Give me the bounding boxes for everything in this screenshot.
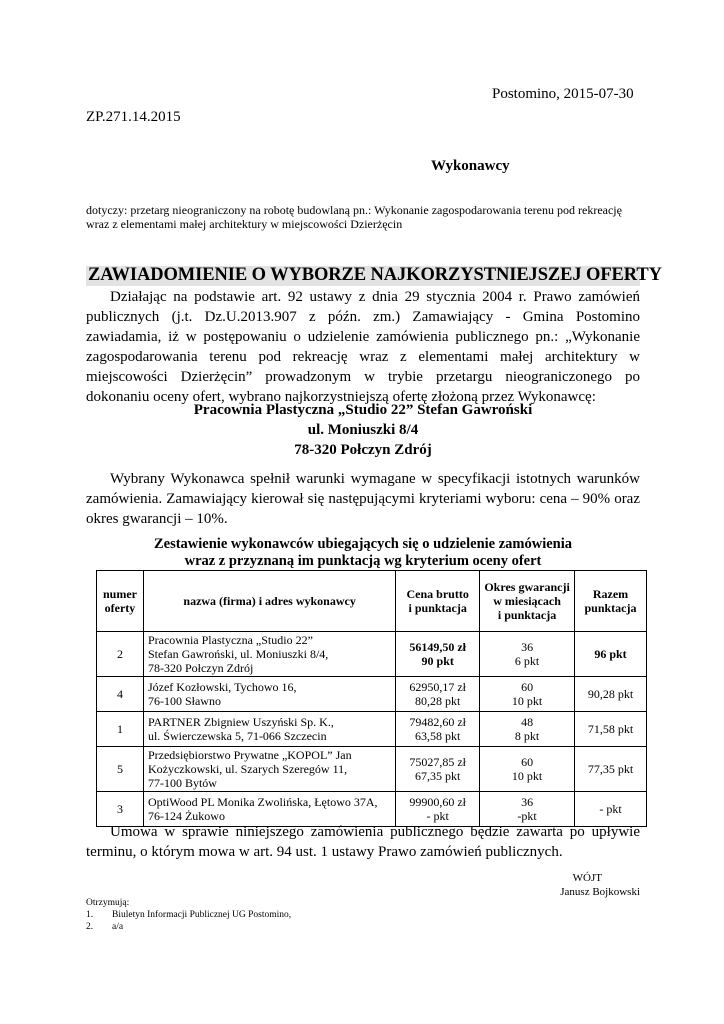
cell-warranty: 36 -pkt [480,792,575,827]
intro-paragraph: Działając na podstawie art. 92 ustawy z dnia 29 stycznia 2004 r. Prawo zamówień publicznych (j.t. Dz.U.2013.907 z późn. zm.) Zamawiający - Gmina Postomino zawiadamia, iż w postępowaniu o udzielenie zamówienia publicznego pn.: „Wykonanie zagospodarowania terenu pod rekreację wraz z elementami małej architektury w miejscowości Dzierżęcin” prowadzonym w trybie przetargu nieograniczonego po dokonaniu oceny ofert, wybrano najkorzystniejszą ofertę złożoną przez Wykonawcę: [86,289,640,405]
cell-price: 62950,17 zł 80,28 pkt [396,677,480,712]
contract-paragraph: Umowa w sprawie niniejszego zamówienia publicznego będzie zawarta po upływie terminu, o którym mowa w art. 94 ust. 1 ustawy Prawo zamówień publicznych. [86,824,640,860]
cell-total: 96 pkt [575,632,647,677]
winner-name: Pracownia Plastyczna „Studio 22” Stefan Gawroński [193,402,533,418]
cell-name: Pracownia Plastyczna „Studio 22” Stefan Gawroński, ul. Moniuszki 8/4, 78-320 Połczyn Zdrój [143,632,395,677]
subject-line-1: dotyczy: przetarg nieograniczony na robotę budowlaną pn.: Wykonanie zagospodarowania terenu pod rekreację [86,203,622,217]
table-caption [86,536,640,570]
cell-name: PARTNER Zbigniew Uszyński Sp. K., ul. Świerczewska 5, 71-066 Szczecin [143,712,395,747]
cell-warranty: 48 8 pkt [480,712,575,747]
document-title: ZAWIADOMIENIE O WYBORZE NAJKORZYSTNIEJSZEJ OFERTY [88,265,662,285]
distribution-item: 1. Biuletyn Informacji Publicznej UG Postomino, [86,910,292,920]
cell-total: 77,35 pkt [575,747,647,792]
cell-total: 90,28 pkt [575,677,647,712]
recipients: Wykonawcy [431,158,510,174]
cell-price: 79482,60 zł 63,58 pkt [396,712,480,747]
table-caption-line-2: wraz z przyznaną im punktacją wg kryterium oceny ofert [184,553,542,569]
distribution-item: 2. a/a [86,922,124,932]
table-row [97,677,647,712]
cell-number: 3 [97,792,144,827]
reference-number: ZP.271.14.2015 [86,109,181,125]
cell-total: - pkt [575,792,647,827]
table-row [97,712,647,747]
cell-name: Przedsiębiorstwo Prywatne „KOPOL” Jan Kożyczkowski, ul. Szarych Szeregów 11, 77-100 Bytów [143,747,395,792]
header-warranty: Okres gwarancji w miesiącach i punktacja [480,571,575,632]
header-name: nazwa (firma) i adres wykonawcy [143,571,395,632]
subject-line [86,203,642,231]
winner-block [86,400,640,460]
offers-table [96,570,647,827]
header-number: numer oferty [97,571,144,632]
cell-warranty: 36 6 pkt [480,632,575,677]
table-row [97,632,647,677]
cell-name: Józef Kozłowski, Tychowo 16, 76-100 Sławno [143,677,395,712]
winner-street: ul. Moniuszki 8/4 [307,422,419,438]
place-date: Postomino, 2015-07-30 [492,86,634,102]
cell-number: 2 [97,632,144,677]
cell-number: 4 [97,677,144,712]
signature-role: WÓJT [572,872,602,884]
criteria-paragraph: Wybrany Wykonawca spełnił warunki wymagane w specyfikacji istotnych warunków zamówienia. Zamawiający kierował się następującymi kryteriami wyboru: cena – 90% oraz okres gwarancji – 10%. [86,471,640,527]
cell-number: 5 [97,747,144,792]
cell-warranty: 60 10 pkt [480,747,575,792]
distribution-heading: Otrzymują: [86,898,130,908]
cell-price: 75027,85 zł 67,35 pkt [396,747,480,792]
header-price: Cena brutto i punktacja [396,571,480,632]
cell-number: 1 [97,712,144,747]
table-header-row [97,571,647,632]
distribution-list [86,897,291,933]
winner-city: 78-320 Połczyn Zdrój [294,442,432,458]
cell-price: 56149,50 zł 90 pkt [396,632,480,677]
cell-name: OptiWood PL Monika Zwolińska, Łętowo 37A, 76-124 Żukowo [143,792,395,827]
table-row [97,747,647,792]
subject-line-2: wraz z elementami małej architektury w miejscowości Dzierżęcin [86,217,403,231]
table-caption-line-1: Zestawienie wykonawców ubiegających się o udzielenie zamówienia [153,536,573,552]
cell-price: 99900,60 zł - pkt [396,792,480,827]
cell-warranty: 60 10 pkt [480,677,575,712]
signature-block [500,871,640,899]
cell-total: 71,58 pkt [575,712,647,747]
header-total: Razem punktacja [575,571,647,632]
signature-name: Janusz Bojkowski [560,886,640,898]
